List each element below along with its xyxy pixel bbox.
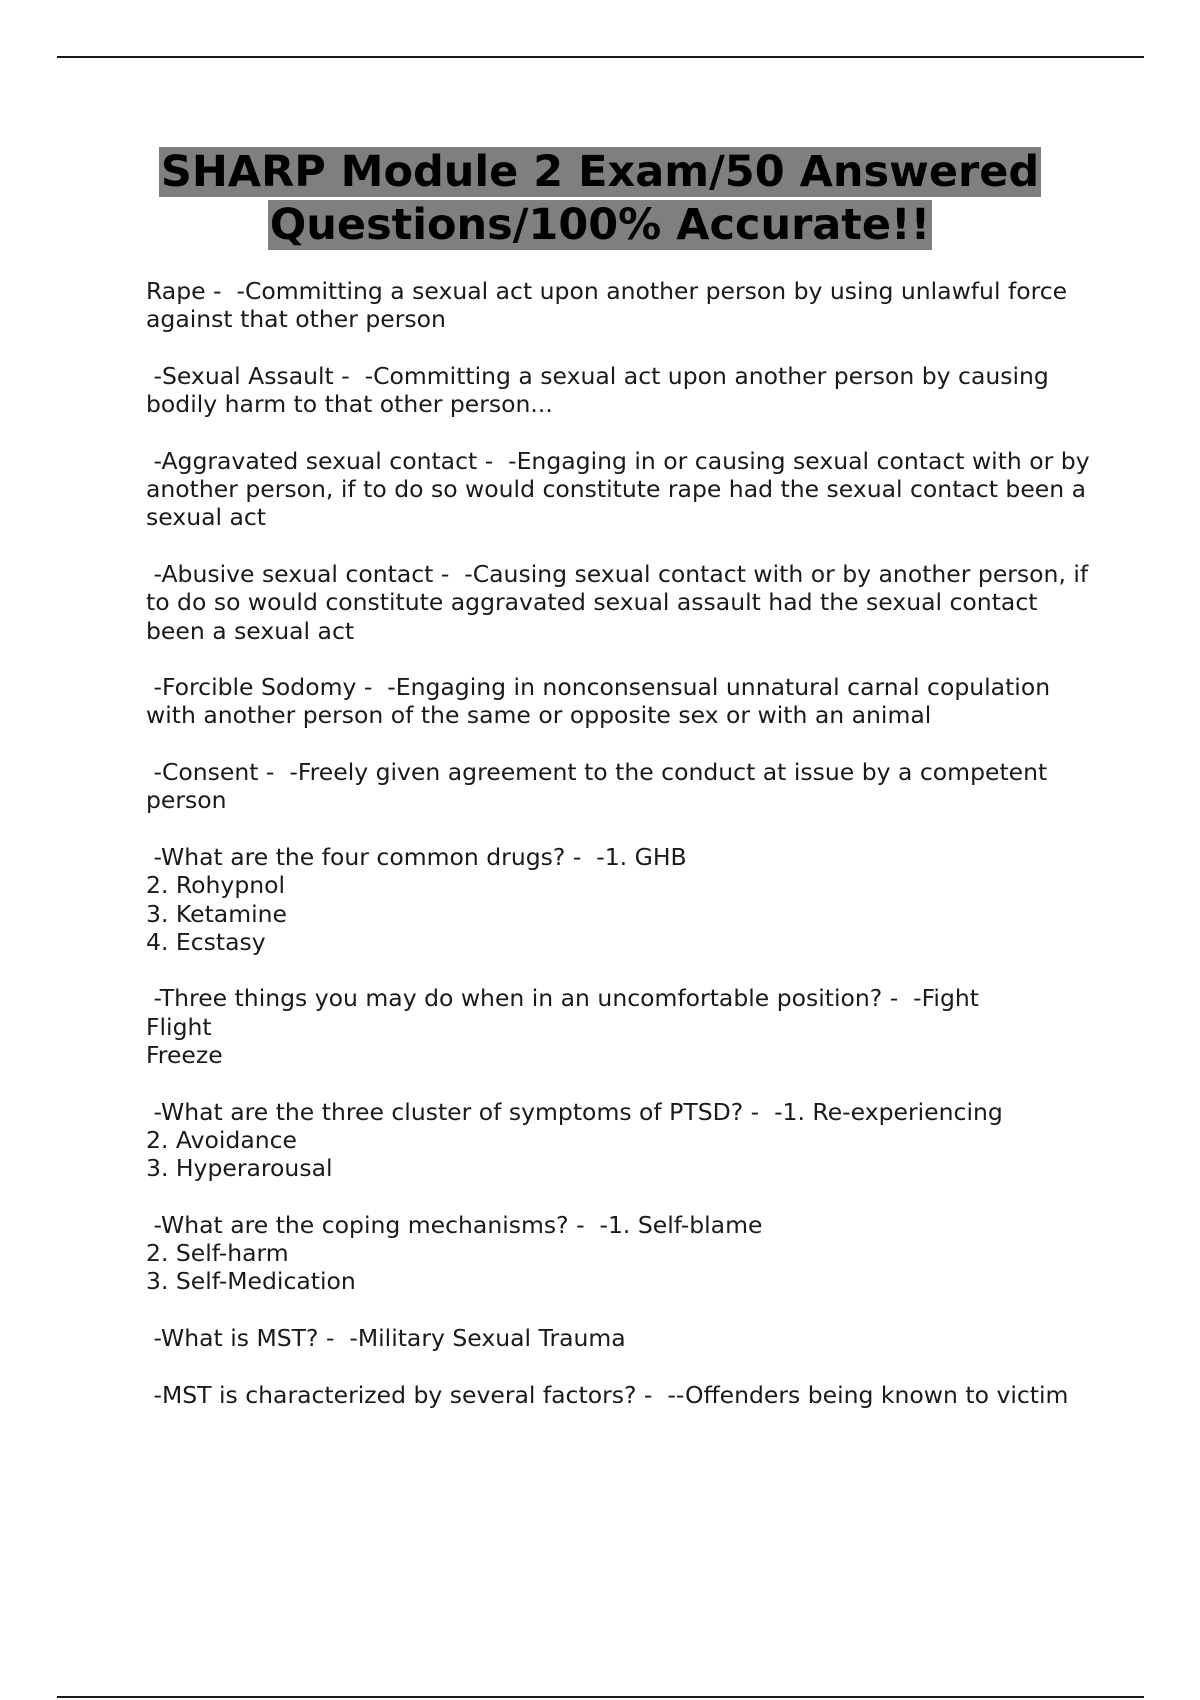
title-text: SHARP Module 2 Exam/50 Answered Questions/100% Accurate!! [160, 147, 1040, 250]
qa-entry-forcible-sodomy: -Forcible Sodomy - -Engaging in nonconsensual unnatural carnal copulation with another person of the same or opposite sex or with an animal [146, 673, 1058, 730]
qa-entry-coping-mechanisms: -What are the coping mechanisms? - -1. Self-blame 2. Self-harm 3. Self-Medication [146, 1210, 763, 1296]
document-title [60, 146, 1140, 252]
bottom-rule [57, 1696, 1144, 1698]
qa-entry-consent: -Consent - -Freely given agreement to the conduct at issue by a competent person [146, 758, 1055, 815]
qa-entry-sexual-assault: -Sexual Assault - -Committing a sexual act upon another person by causing bodily harm to that other person... [146, 361, 1057, 419]
qa-entry-rape: Rape - -Committing a sexual act upon another person by using unlawful force against that other person [146, 277, 1075, 334]
qa-entry-aggravated-sexual-contact: -Aggravated sexual contact - -Engaging in or causing sexual contact with or by another person, if to do so would constitute rape had the sexual contact been a sexual act [146, 446, 1098, 532]
qa-entry-abusive-sexual-contact: -Abusive sexual contact - -Causing sexual contact with or by another person, if to do so would constitute aggravated sexual assault had the sexual contact been a sexual act [146, 559, 1096, 645]
qa-entry-mst: -What is MST? - -Military Sexual Trauma [146, 1323, 626, 1352]
qa-entry-common-drugs: -What are the four common drugs? - -1. GHB 2. Rohypnol 3. Ketamine 4. Ecstasy [146, 842, 687, 956]
qa-entry-ptsd-symptoms: -What are the three cluster of symptoms of PTSD? - -1. Re-experiencing 2. Avoidance 3. Hyperarousal [146, 1097, 1003, 1183]
top-rule [57, 56, 1144, 58]
qa-entry-uncomfortable-position: -Three things you may do when in an uncomfortable position? - -Fight Flight Freeze [146, 984, 979, 1070]
qa-entry-mst-factors: -MST is characterized by several factors? - --Offenders being known to victim [146, 1380, 1069, 1409]
qa-list [146, 277, 1096, 1409]
